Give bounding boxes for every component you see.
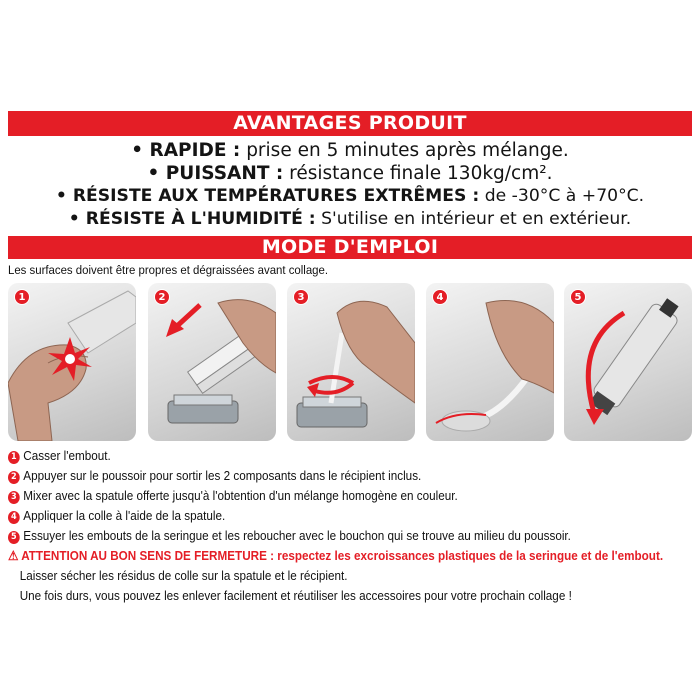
step-badge: 1 bbox=[14, 289, 30, 305]
note-line: Une fois durs, vous pouvez les enlever facilement et réutiliser les accessoires pour votre prochain collage ! bbox=[19, 588, 572, 603]
advantages-title: AVANTAGES PRODUIT bbox=[233, 112, 467, 134]
step-number: 1 bbox=[8, 451, 20, 464]
step-image-2 bbox=[148, 283, 276, 441]
step-number: 4 bbox=[8, 511, 20, 524]
step-badge: 3 bbox=[293, 289, 309, 305]
warning-line: ⚠ ATTENTION AU BON SENS DE FERMETURE : respectez les excroissances plastiques de la seringue et de l'embout. bbox=[8, 546, 629, 566]
step-number: 3 bbox=[8, 491, 20, 504]
syringe-into-cup-illustration bbox=[148, 283, 276, 441]
step-number: 5 bbox=[8, 531, 20, 544]
instruction-step: 4 Appliquer la colle à l'aide de la spatule. bbox=[8, 506, 629, 526]
step-badge: 2 bbox=[154, 289, 170, 305]
step-image-5 bbox=[564, 283, 692, 441]
advantages-banner bbox=[8, 111, 692, 136]
step-badge: 4 bbox=[432, 289, 448, 305]
step-badge: 5 bbox=[570, 289, 586, 305]
step-number: 2 bbox=[8, 471, 20, 484]
intro-text: Les surfaces doivent être propres et dégraissées avant collage. bbox=[8, 263, 329, 277]
note-line: Laisser sécher les résidus de colle sur la spatule et le récipient. bbox=[19, 568, 348, 583]
step-image-4 bbox=[426, 283, 554, 441]
instruction-step: 2 Appuyer sur le poussoir pour sortir les 2 composants dans le récipient inclus. bbox=[8, 466, 629, 486]
advantage-item: • PUISSANT : résistance finale 130kg/cm². bbox=[147, 163, 553, 184]
warning-triangle-icon: ⚠ bbox=[8, 548, 19, 563]
advantage-item: • RÉSISTE À L'HUMIDITÉ : S'utilise en intérieur et en extérieur. bbox=[68, 209, 632, 229]
step-image-1 bbox=[8, 283, 136, 441]
hand-breaking-tip-illustration bbox=[8, 283, 136, 441]
advantages-list bbox=[8, 139, 692, 231]
advantage-item: • RAPIDE : prise en 5 minutes après mélange. bbox=[131, 140, 569, 161]
mode-emploi-title: MODE D'EMPLOI bbox=[261, 236, 439, 258]
instruction-step: 3 Mixer avec la spatule offerte jusqu'à l'obtention d'un mélange homogène en couleur. bbox=[8, 486, 629, 506]
applying-glue-illustration bbox=[426, 283, 554, 441]
mode-emploi-banner bbox=[8, 236, 692, 259]
capping-syringe-illustration bbox=[564, 283, 692, 441]
instruction-step: 1 Casser l'embout. bbox=[8, 446, 629, 466]
instructions-list bbox=[8, 446, 698, 606]
step-image-3 bbox=[287, 283, 415, 441]
instruction-step: 5 Essuyer les embouts de la seringue et les reboucher avec le bouchon qui se trouve au milieu du poussoir. bbox=[8, 526, 629, 546]
mixing-with-spatula-illustration bbox=[287, 283, 415, 441]
advantage-item: • RÉSISTE AUX TEMPÉRATURES EXTRÊMES : de -30°C à +70°C. bbox=[55, 186, 645, 206]
